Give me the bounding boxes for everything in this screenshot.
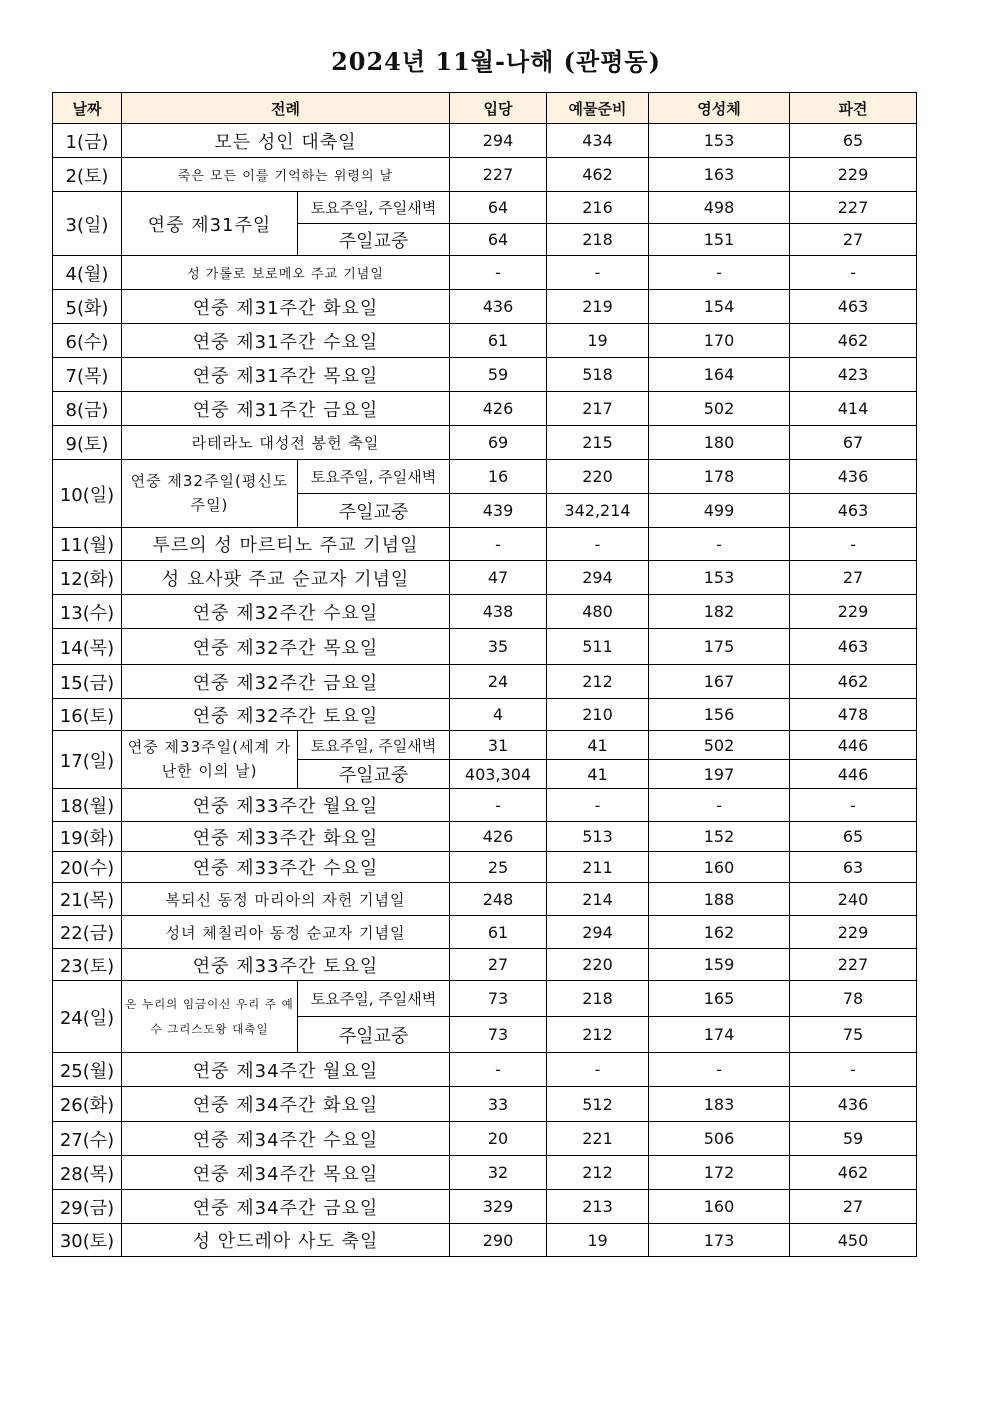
communion-hymn-cell: 153	[649, 561, 790, 595]
dismissal-hymn-cell: 463	[790, 494, 917, 528]
offertory-hymn-cell: 294	[547, 561, 649, 595]
table-row	[53, 124, 917, 158]
entrance-hymn-cell: 426	[450, 822, 547, 852]
entrance-hymn-cell: -	[450, 1053, 547, 1087]
date-cell: 14(목)	[53, 629, 122, 665]
dismissal-hymn-cell: 446	[790, 731, 917, 760]
date-cell: 3(일)	[53, 192, 122, 256]
feast-cell: 연중 제34주간 금요일	[122, 1190, 450, 1224]
date-cell: 15(금)	[53, 665, 122, 699]
date-cell: 16(토)	[53, 699, 122, 731]
communion-hymn-cell: 162	[649, 916, 790, 949]
entrance-hymn-cell: 16	[450, 460, 547, 494]
communion-hymn-cell: 502	[649, 392, 790, 426]
dismissal-hymn-cell: 27	[790, 1190, 917, 1224]
entrance-hymn-cell: 31	[450, 731, 547, 760]
entrance-hymn-cell: 294	[450, 124, 547, 158]
offertory-hymn-cell: 221	[547, 1122, 649, 1156]
entrance-hymn-cell: 32	[450, 1156, 547, 1190]
table-row	[53, 358, 917, 392]
dismissal-hymn-cell: 67	[790, 426, 917, 460]
feast-cell: 연중 제33주간 화요일	[122, 822, 450, 852]
communion-hymn-cell: -	[649, 528, 790, 561]
offertory-hymn-cell: 480	[547, 595, 649, 629]
communion-hymn-cell: 152	[649, 822, 790, 852]
offertory-hymn-cell: 294	[547, 916, 649, 949]
feast-cell: 연중 제31주간 수요일	[122, 324, 450, 358]
feast-cell: 연중 제34주간 월요일	[122, 1053, 450, 1087]
feast-cell: 연중 제32주간 수요일	[122, 595, 450, 629]
header-dismissal: 파견	[790, 93, 917, 124]
offertory-hymn-cell: 210	[547, 699, 649, 731]
table-row	[53, 426, 917, 460]
table-row	[53, 460, 917, 494]
date-cell: 19(화)	[53, 822, 122, 852]
entrance-hymn-cell: 426	[450, 392, 547, 426]
offertory-hymn-cell: 217	[547, 392, 649, 426]
entrance-hymn-cell: 73	[450, 981, 547, 1017]
date-cell: 23(토)	[53, 949, 122, 981]
dismissal-hymn-cell: 462	[790, 665, 917, 699]
dismissal-hymn-cell: 240	[790, 883, 917, 916]
offertory-hymn-cell: 41	[547, 760, 649, 789]
table-row	[53, 665, 917, 699]
header-entrance: 입당	[450, 93, 547, 124]
entrance-hymn-cell: 290	[450, 1224, 547, 1257]
header-row	[53, 93, 917, 124]
dismissal-hymn-cell: 436	[790, 460, 917, 494]
dismissal-hymn-cell: 436	[790, 1087, 917, 1122]
feast-cell: 연중 제33주간 월요일	[122, 789, 450, 822]
date-cell: 29(금)	[53, 1190, 122, 1224]
offertory-hymn-cell: 219	[547, 290, 649, 324]
offertory-hymn-cell: 214	[547, 883, 649, 916]
communion-hymn-cell: 172	[649, 1156, 790, 1190]
table-row	[53, 1087, 917, 1122]
table-row	[53, 1224, 917, 1257]
table-row	[53, 561, 917, 595]
communion-hymn-cell: 197	[649, 760, 790, 789]
communion-hymn-cell: -	[649, 789, 790, 822]
offertory-hymn-cell: 212	[547, 1156, 649, 1190]
feast-cell: 연중 제34주간 목요일	[122, 1156, 450, 1190]
entrance-hymn-cell: 25	[450, 852, 547, 883]
feast-cell: 복되신 동정 마리아의 자헌 기념일	[122, 883, 450, 916]
offertory-hymn-cell: 19	[547, 1224, 649, 1257]
table-row	[53, 731, 917, 760]
mass-type-cell: 토요주일, 주일새벽	[298, 731, 450, 760]
feast-cell: 연중 제32주간 금요일	[122, 665, 450, 699]
date-cell: 28(목)	[53, 1156, 122, 1190]
date-cell: 2(토)	[53, 158, 122, 192]
dismissal-hymn-cell: -	[790, 256, 917, 290]
entrance-hymn-cell: 439	[450, 494, 547, 528]
date-cell: 5(화)	[53, 290, 122, 324]
table-row	[53, 256, 917, 290]
table-row	[53, 1122, 917, 1156]
offertory-hymn-cell: 342,214	[547, 494, 649, 528]
entrance-hymn-cell: 64	[450, 192, 547, 224]
communion-hymn-cell: -	[649, 256, 790, 290]
entrance-hymn-cell: 61	[450, 324, 547, 358]
header-offertory: 예물준비	[547, 93, 649, 124]
table-row	[53, 852, 917, 883]
dismissal-hymn-cell: 78	[790, 981, 917, 1017]
mass-type-cell: 주일교중	[298, 224, 450, 256]
dismissal-hymn-cell: 27	[790, 224, 917, 256]
date-cell: 26(화)	[53, 1087, 122, 1122]
feast-cell: 연중 제31주간 화요일	[122, 290, 450, 324]
dismissal-hymn-cell: 65	[790, 124, 917, 158]
dismissal-hymn-cell: 462	[790, 324, 917, 358]
header-communion: 영성체	[649, 93, 790, 124]
communion-hymn-cell: 167	[649, 665, 790, 699]
feast-cell: 성 요사팟 주교 순교자 기념일	[122, 561, 450, 595]
entrance-hymn-cell: 73	[450, 1017, 547, 1053]
date-cell: 22(금)	[53, 916, 122, 949]
feast-cell: 연중 제31주간 금요일	[122, 392, 450, 426]
header-feast: 전례	[122, 93, 450, 124]
offertory-hymn-cell: 220	[547, 460, 649, 494]
dismissal-hymn-cell: 463	[790, 290, 917, 324]
entrance-hymn-cell: 69	[450, 426, 547, 460]
dismissal-hymn-cell: 229	[790, 158, 917, 192]
table-row	[53, 158, 917, 192]
offertory-hymn-cell: 215	[547, 426, 649, 460]
offertory-hymn-cell: -	[547, 256, 649, 290]
offertory-hymn-cell: 513	[547, 822, 649, 852]
offertory-hymn-cell: 216	[547, 192, 649, 224]
entrance-hymn-cell: 33	[450, 1087, 547, 1122]
dismissal-hymn-cell: 446	[790, 760, 917, 789]
dismissal-hymn-cell: 27	[790, 561, 917, 595]
communion-hymn-cell: 502	[649, 731, 790, 760]
page-title: 2024년 11월-나해 (관평동)	[331, 47, 661, 76]
date-cell: 13(수)	[53, 595, 122, 629]
entrance-hymn-cell: 4	[450, 699, 547, 731]
entrance-hymn-cell: 47	[450, 561, 547, 595]
communion-hymn-cell: 174	[649, 1017, 790, 1053]
feast-cell: 연중 제32주간 토요일	[122, 699, 450, 731]
entrance-hymn-cell: 403,304	[450, 760, 547, 789]
date-cell: 11(월)	[53, 528, 122, 561]
communion-hymn-cell: 173	[649, 1224, 790, 1257]
mass-type-cell: 토요주일, 주일새벽	[298, 460, 450, 494]
date-cell: 27(수)	[53, 1122, 122, 1156]
table-row	[53, 1190, 917, 1224]
dismissal-hymn-cell: 462	[790, 1156, 917, 1190]
feast-cell: 연중 제33주간 수요일	[122, 852, 450, 883]
table-row	[53, 1053, 917, 1087]
entrance-hymn-cell: -	[450, 789, 547, 822]
table-row	[53, 883, 917, 916]
entrance-hymn-cell: 61	[450, 916, 547, 949]
feast-cell: 라테라노 대성전 봉헌 축일	[122, 426, 450, 460]
mass-type-cell: 토요주일, 주일새벽	[298, 981, 450, 1017]
entrance-hymn-cell: -	[450, 528, 547, 561]
communion-hymn-cell: 160	[649, 852, 790, 883]
table-row	[53, 392, 917, 426]
liturgy-schedule-table	[52, 92, 917, 1257]
entrance-hymn-cell: 438	[450, 595, 547, 629]
date-cell: 12(화)	[53, 561, 122, 595]
dismissal-hymn-cell: 59	[790, 1122, 917, 1156]
feast-cell: 투르의 성 마르티노 주교 기념일	[122, 528, 450, 561]
feast-cell: 연중 제31주간 목요일	[122, 358, 450, 392]
table-row	[53, 595, 917, 629]
date-cell: 4(월)	[53, 256, 122, 290]
communion-hymn-cell: 498	[649, 192, 790, 224]
communion-hymn-cell: 151	[649, 224, 790, 256]
entrance-hymn-cell: 227	[450, 158, 547, 192]
date-cell: 17(일)	[53, 731, 122, 789]
table-row	[53, 324, 917, 358]
offertory-hymn-cell: 213	[547, 1190, 649, 1224]
feast-cell: 연중 제34주간 수요일	[122, 1122, 450, 1156]
date-cell: 10(일)	[53, 460, 122, 528]
offertory-hymn-cell: 218	[547, 224, 649, 256]
offertory-hymn-cell: 434	[547, 124, 649, 158]
dismissal-hymn-cell: 227	[790, 192, 917, 224]
communion-hymn-cell: 160	[649, 1190, 790, 1224]
communion-hymn-cell: 182	[649, 595, 790, 629]
feast-cell: 온 누리의 임금이신 우리 주 예수 그리스도왕 대축일	[122, 981, 298, 1053]
offertory-hymn-cell: -	[547, 789, 649, 822]
table-row	[53, 789, 917, 822]
communion-hymn-cell: 170	[649, 324, 790, 358]
feast-cell: 연중 제31주일	[122, 192, 298, 256]
offertory-hymn-cell: 218	[547, 981, 649, 1017]
feast-cell: 연중 제34주간 화요일	[122, 1087, 450, 1122]
dismissal-hymn-cell: 463	[790, 629, 917, 665]
offertory-hymn-cell: 511	[547, 629, 649, 665]
entrance-hymn-cell: 248	[450, 883, 547, 916]
offertory-hymn-cell: 462	[547, 158, 649, 192]
entrance-hymn-cell: 27	[450, 949, 547, 981]
mass-type-cell: 주일교중	[298, 760, 450, 789]
dismissal-hymn-cell: 414	[790, 392, 917, 426]
mass-type-cell: 주일교중	[298, 1017, 450, 1053]
communion-hymn-cell: 153	[649, 124, 790, 158]
feast-cell: 연중 제32주일(평신도 주일)	[122, 460, 298, 528]
offertory-hymn-cell: 518	[547, 358, 649, 392]
communion-hymn-cell: 506	[649, 1122, 790, 1156]
dismissal-hymn-cell: 65	[790, 822, 917, 852]
feast-cell: 연중 제33주일(세계 가난한 이의 날)	[122, 731, 298, 789]
communion-hymn-cell: -	[649, 1053, 790, 1087]
header-date: 날짜	[53, 93, 122, 124]
date-cell: 7(목)	[53, 358, 122, 392]
dismissal-hymn-cell: 229	[790, 916, 917, 949]
entrance-hymn-cell: 59	[450, 358, 547, 392]
date-cell: 8(금)	[53, 392, 122, 426]
dismissal-hymn-cell: 423	[790, 358, 917, 392]
feast-cell: 모든 성인 대축일	[122, 124, 450, 158]
mass-type-cell: 주일교중	[298, 494, 450, 528]
date-cell: 18(월)	[53, 789, 122, 822]
dismissal-hymn-cell: 229	[790, 595, 917, 629]
date-cell: 25(월)	[53, 1053, 122, 1087]
communion-hymn-cell: 180	[649, 426, 790, 460]
mass-type-cell: 토요주일, 주일새벽	[298, 192, 450, 224]
communion-hymn-cell: 178	[649, 460, 790, 494]
entrance-hymn-cell: 20	[450, 1122, 547, 1156]
entrance-hymn-cell: 64	[450, 224, 547, 256]
dismissal-hymn-cell: 227	[790, 949, 917, 981]
feast-cell: 성 안드레아 사도 축일	[122, 1224, 450, 1257]
dismissal-hymn-cell: 450	[790, 1224, 917, 1257]
feast-cell: 성 가롤로 보로메오 주교 기념일	[122, 256, 450, 290]
entrance-hymn-cell: 35	[450, 629, 547, 665]
dismissal-hymn-cell: 63	[790, 852, 917, 883]
feast-cell: 죽은 모든 이를 기억하는 위령의 날	[122, 158, 450, 192]
offertory-hymn-cell: -	[547, 1053, 649, 1087]
dismissal-hymn-cell: -	[790, 789, 917, 822]
table-row	[53, 192, 917, 224]
communion-hymn-cell: 154	[649, 290, 790, 324]
offertory-hymn-cell: 41	[547, 731, 649, 760]
offertory-hymn-cell: 212	[547, 1017, 649, 1053]
table-row	[53, 528, 917, 561]
date-cell: 20(수)	[53, 852, 122, 883]
date-cell: 21(목)	[53, 883, 122, 916]
entrance-hymn-cell: 436	[450, 290, 547, 324]
communion-hymn-cell: 159	[649, 949, 790, 981]
table-row	[53, 699, 917, 731]
communion-hymn-cell: 163	[649, 158, 790, 192]
offertory-hymn-cell: 212	[547, 665, 649, 699]
communion-hymn-cell: 175	[649, 629, 790, 665]
table-row	[53, 949, 917, 981]
entrance-hymn-cell: -	[450, 256, 547, 290]
communion-hymn-cell: 164	[649, 358, 790, 392]
date-cell: 24(일)	[53, 981, 122, 1053]
offertory-hymn-cell: 220	[547, 949, 649, 981]
dismissal-hymn-cell: -	[790, 1053, 917, 1087]
table-row	[53, 290, 917, 324]
offertory-hymn-cell: 512	[547, 1087, 649, 1122]
table-row	[53, 1156, 917, 1190]
dismissal-hymn-cell: 478	[790, 699, 917, 731]
communion-hymn-cell: 499	[649, 494, 790, 528]
communion-hymn-cell: 183	[649, 1087, 790, 1122]
entrance-hymn-cell: 24	[450, 665, 547, 699]
entrance-hymn-cell: 329	[450, 1190, 547, 1224]
communion-hymn-cell: 165	[649, 981, 790, 1017]
offertory-hymn-cell: -	[547, 528, 649, 561]
communion-hymn-cell: 156	[649, 699, 790, 731]
table-row	[53, 629, 917, 665]
feast-cell: 연중 제33주간 토요일	[122, 949, 450, 981]
communion-hymn-cell: 188	[649, 883, 790, 916]
offertory-hymn-cell: 19	[547, 324, 649, 358]
table-row	[53, 981, 917, 1017]
date-cell: 1(금)	[53, 124, 122, 158]
date-cell: 30(토)	[53, 1224, 122, 1257]
table-row	[53, 822, 917, 852]
feast-cell: 성녀 체칠리아 동정 순교자 기념일	[122, 916, 450, 949]
date-cell: 6(수)	[53, 324, 122, 358]
date-cell: 9(토)	[53, 426, 122, 460]
dismissal-hymn-cell: -	[790, 528, 917, 561]
dismissal-hymn-cell: 75	[790, 1017, 917, 1053]
feast-cell: 연중 제32주간 목요일	[122, 629, 450, 665]
offertory-hymn-cell: 211	[547, 852, 649, 883]
table-row	[53, 916, 917, 949]
